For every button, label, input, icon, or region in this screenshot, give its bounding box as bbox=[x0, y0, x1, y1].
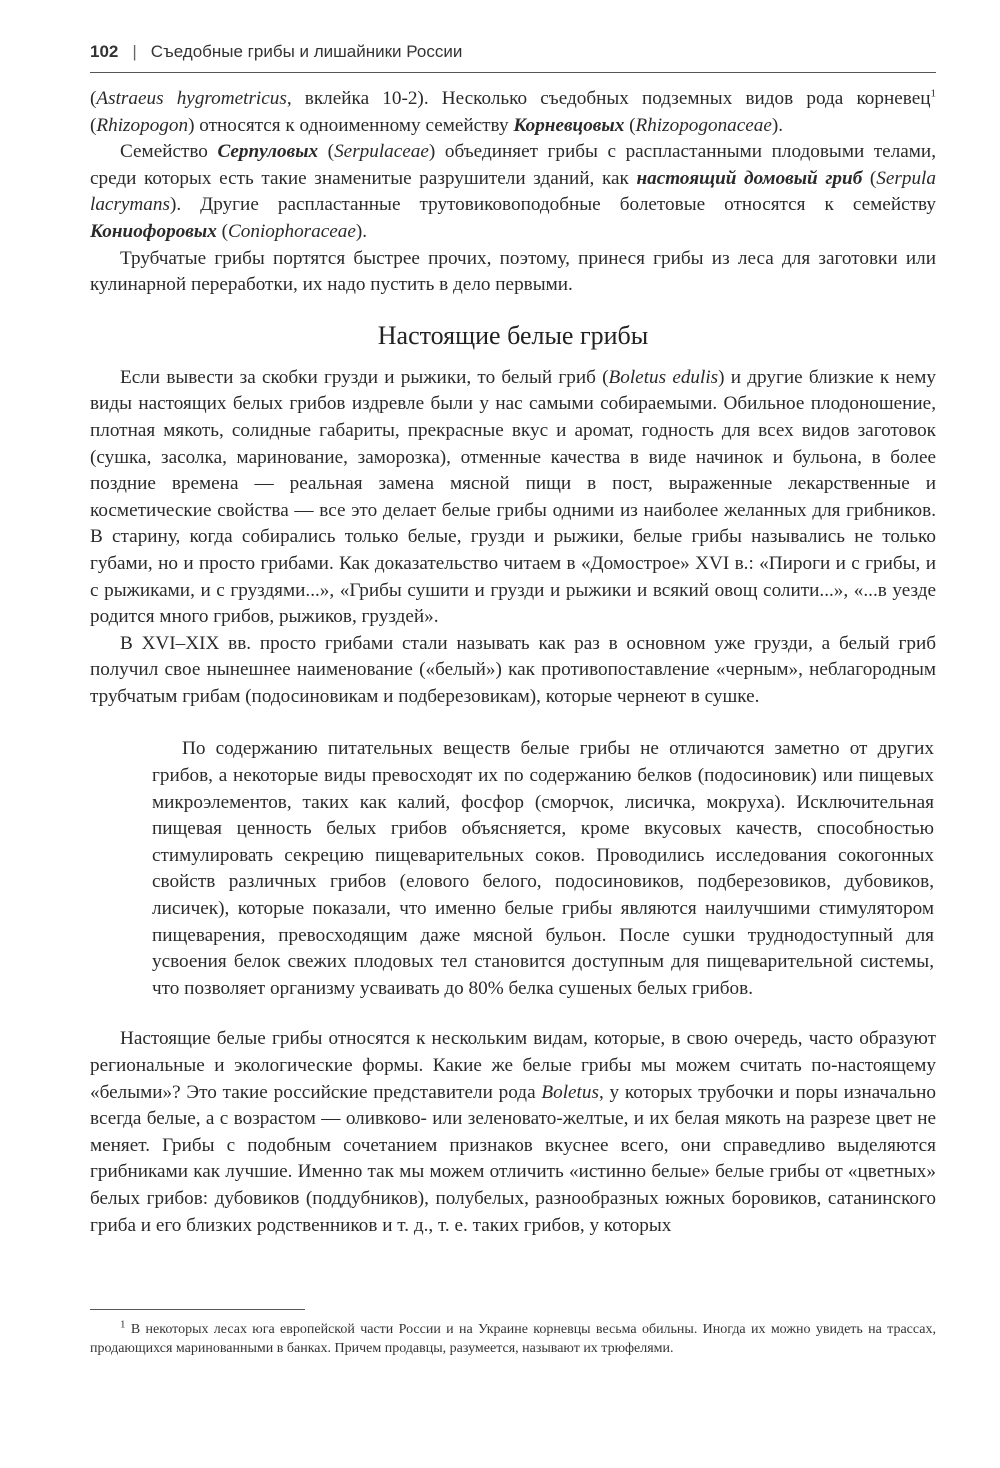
family-name: Корневцовых bbox=[513, 114, 625, 136]
latin-name: Rhizopogonaceae bbox=[635, 114, 772, 136]
text: Настоящие белые грибы относятся к нескольким видам, которые, в свою очередь, часто образуют региональные и экологические формы. Какие же белые грибы мы можем считать по-настоящему «белыми»? Это такие российские представители рода bbox=[90, 1028, 936, 1103]
text: Семейство bbox=[120, 141, 218, 163]
book-title: Съедобные грибы и лишайники России bbox=[150, 42, 463, 61]
text: Если вывести за скобки грузди и рыжики, то белый гриб ( bbox=[120, 366, 609, 388]
latin-name: Astraeus hygrometricus bbox=[96, 88, 287, 109]
text: , вклейка 10-2). Несколько съедобных подземных видов рода корневец bbox=[286, 88, 931, 109]
latin-name: Serpulaceae bbox=[334, 141, 429, 163]
text: ). Другие распластанные трутовиковоподобные болетовые относятся к семейству bbox=[169, 194, 936, 216]
footnote bbox=[90, 1320, 936, 1358]
text: В некоторых лесах юга европейской части России и на Украине корневцы весьма обильны. Иногда их можно увидеть на трассах, продающихся маринованными в банках. Причем продавцы, разумеется, называют их трюфелями. bbox=[90, 1322, 936, 1356]
text: , у которых трубочки и поры изначально всегда белые, а с возрастом — оливково- или зеленовато-желтые, и их белая мякоть на разрезе цвет не меняет. Грибы с подобным сочетанием признаков вкуснее всего, они справедливо выделяются грибниками как лучшие. Именно так мы можем отличить «истинно белые» белые грибы от «цветных» белых грибов: дубовиков (поддубников), полубелых, разнообразных южных боровиков, сатанинского гриба и его близких родственников и т. д., т. е. таких грибов, у которых bbox=[90, 1081, 936, 1236]
latin-name: Boletus edulis bbox=[608, 366, 719, 388]
paragraph-4 bbox=[90, 365, 936, 631]
text: ( bbox=[318, 141, 335, 163]
text: ( bbox=[90, 88, 97, 109]
text: ( bbox=[90, 114, 97, 136]
header-separator: | bbox=[132, 42, 137, 61]
paragraph-3: Трубчатые грибы портятся быстрее прочих, поэтому, принеся грибы из леса для заготовки или кулинарной переработки, их надо пустить в дело первыми. bbox=[90, 247, 936, 296]
family-name: Серпуловых bbox=[217, 141, 319, 163]
section-heading: Настоящие белые грибы bbox=[377, 320, 649, 350]
inset-paragraph: По содержанию питательных веществ белые грибы не отличаются заметно от других грибов, а некоторые виды превосходят их по содержанию белков (подосиновик) или пищевых микроэлементов, таких как калий, фосфор (сморчок, лисичка, мокруха). Исключительная пищевая ценность белых грибов объясняется, кроме вкусовых качеств, способностью стимулировать секрецию пищеварительных соков. Проводились исследования сокогонных свойств различных грибов (елового белого, подосиновиков, подберезовиков, дубовиков, лисичек), которые показали, что именно белые грибы являются наилучшими стимулятором пищеварения, превосходящим даже мясной бульон. После сушки труднодоступный для усвоения белок свежих плодовых тел становится доступным для пищеварительной системы, что позволяет организму усваивать до 80% белка сушеных белых грибов. bbox=[152, 738, 934, 999]
text: ). bbox=[771, 114, 784, 136]
running-header bbox=[90, 42, 936, 62]
latin-name: Boletus bbox=[541, 1081, 599, 1103]
family-name: Кониофоровых bbox=[90, 220, 217, 242]
text: ( bbox=[624, 114, 636, 136]
page-body bbox=[90, 86, 936, 1239]
latin-name: Coniophoraceae bbox=[227, 220, 356, 242]
footnote-ref: 1 bbox=[930, 87, 936, 100]
species-name: настоящий домовый гриб bbox=[636, 167, 863, 189]
latin-name: Rhizopogon bbox=[96, 114, 189, 136]
footnote-rule bbox=[90, 1309, 305, 1310]
latin-name: Serpula lacrymans bbox=[90, 167, 936, 216]
text: ). bbox=[355, 220, 368, 242]
text: ) объединяет грибы с распластанными плодовыми телами, среди которых есть такие знаменитые разрушители зданий, как bbox=[90, 141, 936, 189]
footnote-text bbox=[90, 1320, 936, 1358]
paragraph-1 bbox=[90, 86, 936, 139]
text: ( bbox=[216, 220, 228, 242]
paragraph-6 bbox=[90, 1026, 936, 1239]
footnote-marker: 1 bbox=[120, 1318, 126, 1331]
text: ) относятся к одноименному семейству bbox=[188, 114, 514, 136]
header-rule bbox=[90, 72, 936, 73]
text: ) и другие близкие к нему виды настоящих белых грибов издревле были у нас самыми собираемыми. Обильное плодоношение, плотная мякоть, солидные габариты, прекрасные вкус и аромат, годность для всех видов заготовок (сушка, засолка, маринование, заморозка), отменные качества в виде начинок и бульона, в более поздние времена — реальная замена мясной пищи в пост, выраженные лекарственные и косметические свойства — все это делает белые грибы одними из наиболее желанных для грибников. В старину, когда собирались только белые, грузди и рыжики, белые грибы назывались не только губами, но и просто грибами. Как доказательство читаем в «Домострое» XVI в.: «Пироги и с грибы, и с рыжиками, и с груздями...», «Грибы сушити и грузди и рыжики и всякий овощ солити...», «...в уезде родится много грибов, рыжиков, груздей». bbox=[90, 366, 937, 628]
paragraph-2 bbox=[90, 139, 936, 245]
text: ( bbox=[862, 167, 877, 189]
page-number: 102 bbox=[90, 42, 119, 61]
paragraph-5: В XVI–XIX вв. просто грибами стали называть как раз в основном уже грузди, а белый гриб получил свое нынешнее наименование («белый») как противопоставление «черным», неблагородным трубчатым грибам (подосиновикам и подберезовикам), которые чернеют в сушке. bbox=[90, 632, 936, 707]
inset-block bbox=[152, 736, 936, 1002]
